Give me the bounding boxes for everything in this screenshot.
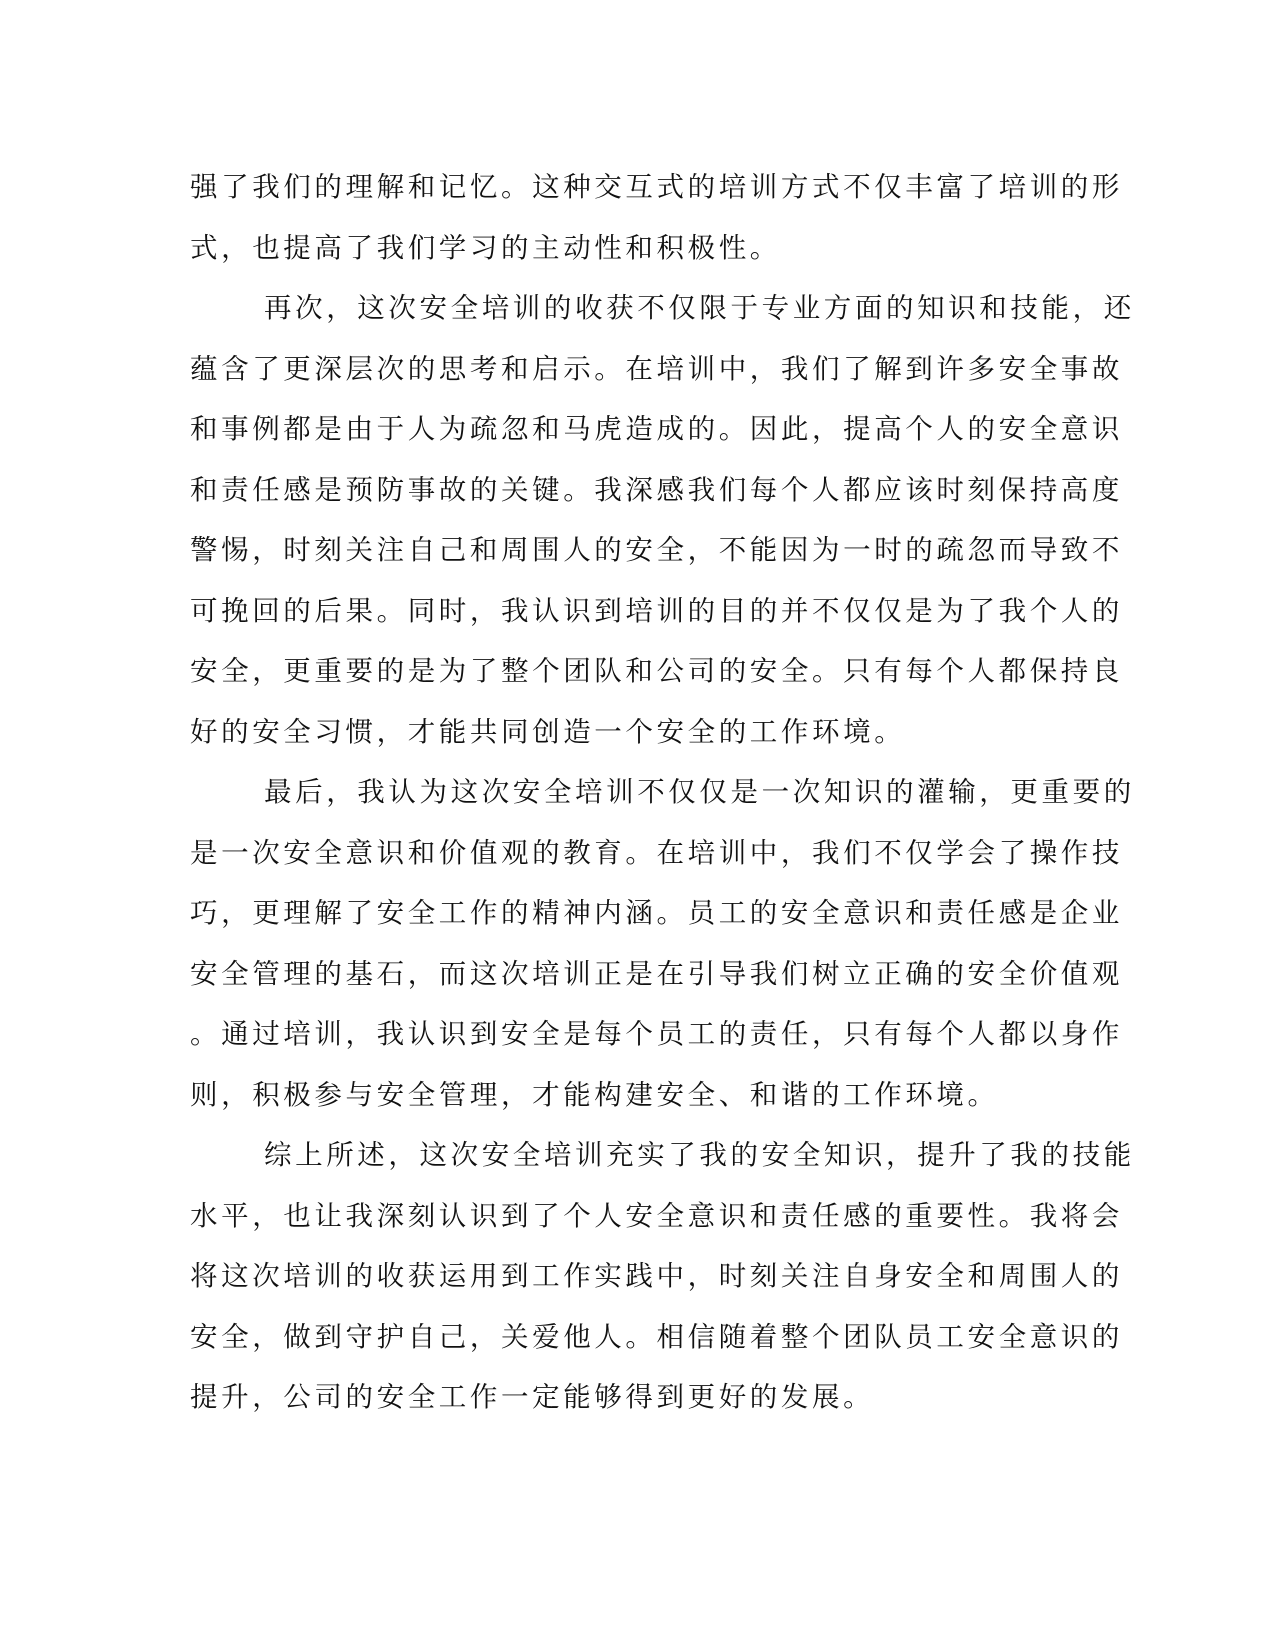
paragraph-line: 是一次安全意识和价值观的教育。在培训中，我们不仅学会了操作技 — [190, 836, 1123, 869]
paragraph-line: 和责任感是预防事故的关键。我深感我们每个人都应该时刻保持高度 — [190, 473, 1123, 506]
paragraph-line: 则，积极参与安全管理，才能构建安全、和谐的工作环境。 — [190, 1078, 999, 1111]
paragraph-line: 安全，做到守护自己，关爱他人。相信随着整个团队员工安全意识的 — [190, 1320, 1123, 1353]
paragraph-line: 水平，也让我深刻认识到了个人安全意识和责任感的重要性。我将会 — [190, 1199, 1123, 1232]
paragraph-line: 可挽回的后果。同时，我认识到培训的目的并不仅仅是为了我个人的 — [190, 594, 1123, 627]
paragraph-line: 警惕，时刻关注自己和周围人的安全，不能因为一时的疏忽而导致不 — [190, 534, 1123, 566]
paragraph-line: 综上所述，这次安全培训充实了我的安全知识，提升了我的技能 — [264, 1139, 1135, 1171]
paragraph-1 — [190, 157, 1123, 278]
paragraph-line: 安全，更重要的是为了整个团队和公司的安全。只有每个人都保持良 — [190, 655, 1123, 687]
paragraph-line: 式，也提高了我们学习的主动性和积极性。 — [190, 231, 781, 264]
document-body — [190, 157, 1135, 1428]
paragraph-line: 蕴含了更深层次的思考和启示。在培训中，我们了解到许多安全事故 — [190, 352, 1123, 385]
paragraph-line: 安全管理的基石，而这次培训正是在引导我们树立正确的安全价值观 — [190, 957, 1123, 990]
paragraph-line: 将这次培训的收获运用到工作实践中，时刻关注自身安全和周围人的 — [190, 1260, 1123, 1292]
paragraph-line: 最后，我认为这次安全培训不仅仅是一次知识的灌输，更重要的 — [264, 776, 1135, 808]
paragraph-line: 巧，更理解了安全工作的精神内涵。员工的安全意识和责任感是企业 — [190, 897, 1123, 929]
paragraph-line: 强了我们的理解和记忆。这种交互式的培训方式不仅丰富了培训的形 — [190, 171, 1123, 203]
paragraph-line: 提升，公司的安全工作一定能够得到更好的发展。 — [190, 1381, 875, 1413]
paragraph-line: 好的安全习惯，才能共同创造一个安全的工作环境。 — [190, 715, 906, 748]
paragraph-4 — [190, 1125, 1135, 1428]
paragraph-2 — [190, 278, 1135, 762]
paragraph-line: 。通过培训，我认识到安全是每个员工的责任，只有每个人都以身作 — [190, 1018, 1123, 1050]
paragraph-line: 和事例都是由于人为疏忽和马虎造成的。因此，提高个人的安全意识 — [190, 413, 1123, 445]
paragraph-3 — [190, 762, 1135, 1125]
paragraph-line: 再次，这次安全培训的收获不仅限于专业方面的知识和技能，还 — [264, 292, 1135, 324]
